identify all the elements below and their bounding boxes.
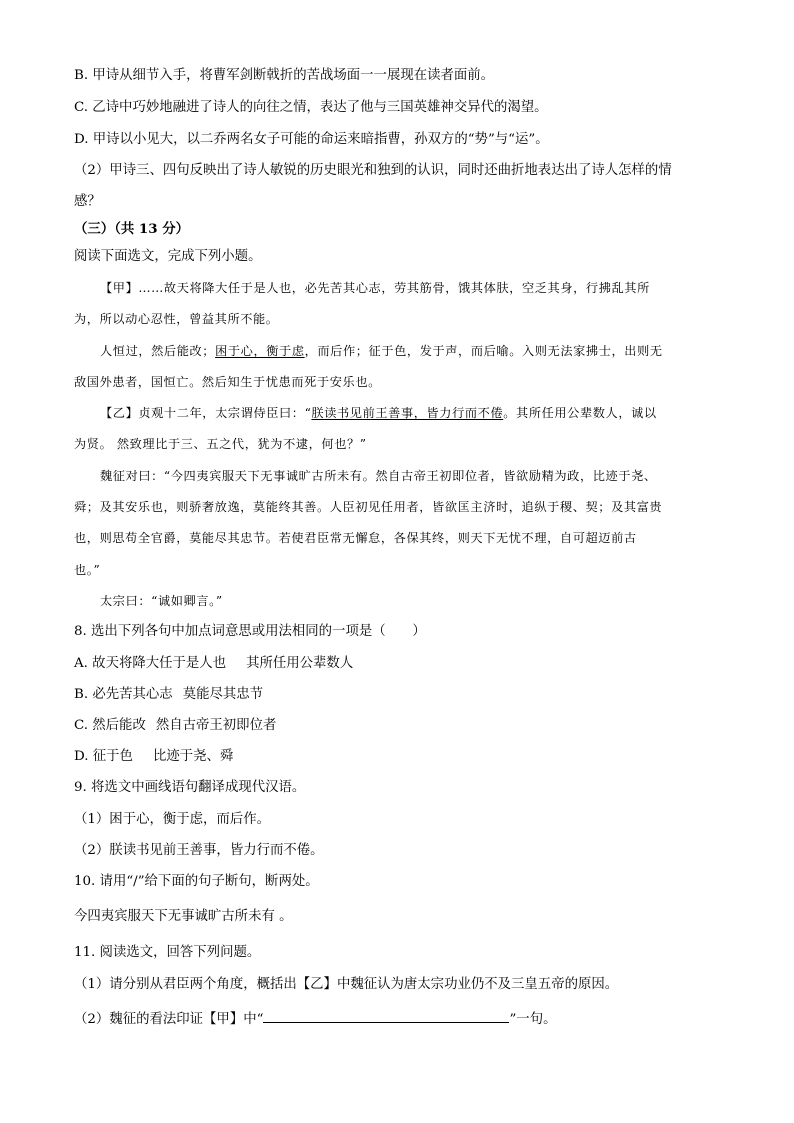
q8-option-d-left: D. 征于色 — [74, 749, 133, 764]
q7-option-b: B. 甲诗从细节入手，将曹军剑断戟折的苦战场面一一展现在读者面前。 — [74, 68, 495, 83]
q8-option-c-left: C. 然后能改 — [74, 718, 146, 733]
q8-option-b-right: 莫能尽其忠节 — [182, 687, 264, 702]
passage-text: 人恒过，然后能改； — [100, 344, 216, 358]
passage-yi-p2-line1: 魏征对曰：“今四夷宾服天下无事诚旷古所未有。然自古帝王初即位者，皆欲励精为政，比迹于尧、 — [100, 469, 657, 483]
q11-sub1: （1）请分别从君臣两个角度，概括出【乙】中魏征认为唐太宗功业仍不及三皇五帝的原因。 — [74, 977, 619, 992]
section-heading: （三）（共 13 分） — [74, 221, 189, 237]
q9-stem: 9. 将选文中画线语句翻译成现代汉语。 — [74, 780, 306, 795]
section-instruction: 阅读下面选文，完成下列小题。 — [74, 249, 262, 264]
passage-yi-p2-line4: 也。” — [74, 563, 101, 577]
q8-stem: 8. 选出下列各句中加点词意思或用法相同的一项是（ ） — [74, 624, 426, 639]
q7-option-c: C. 乙诗中巧妙地融进了诗人的向往之情，表达了他与三国英雄神交异代的渴望。 — [74, 100, 548, 115]
q8-option-d-right: 比迹于尧、舜 — [152, 749, 234, 764]
passage-yi-p1-line2: 为贤。 然致理比于三、五之代，犹为不逮，何也？” — [74, 437, 367, 451]
answer-blank[interactable] — [263, 1009, 509, 1023]
q7-option-d: D. 甲诗以小见大，以二乔两名女子可能的命运来暗指曹，孙双方的“势”与“运”。 — [74, 132, 549, 147]
q8-option-a-right: 其所任用公辈数人 — [246, 656, 354, 671]
passage-text: 。其所任用公辈数人，诚以 — [503, 406, 657, 420]
q11-stem: 11. 阅读选文，回答下列问题。 — [74, 945, 261, 960]
q9-sub2: （2）朕读书见前王善事，皆力行而不倦。 — [74, 843, 324, 858]
q11-sub2-suffix: ”一句。 — [509, 1012, 557, 1027]
q8-option-a-left: A. 故天将降大任于是人也 — [74, 656, 227, 671]
underlined-sentence-2: 朕读书见前王善事，皆力行而不倦 — [311, 406, 504, 420]
q9-sub1: （1）困于心，衡于虑，而后作。 — [74, 812, 270, 827]
q7-sub2-line2: 感？ — [74, 194, 101, 209]
passage-yi-p1-line1 — [100, 404, 657, 422]
passage-jia-p1-line1: 【甲】……故天将降大任于是人也，必先苦其心志，劳其筋骨，饿其体肤，空乏其身，行拂乱其所 — [100, 281, 650, 295]
passage-jia-p2-line2: 敌国外患者，国恒亡。然后知生于忧患而死于安乐也。 — [74, 375, 381, 389]
q8-option-b-left: B. 必先苦其心志 — [74, 687, 173, 702]
q8-option-a — [74, 655, 353, 673]
q10-stem: 10. 请用“/”给下面的句子断句，断两处。 — [74, 874, 319, 889]
passage-text: 【乙】贞观十二年，太宗谓侍臣曰：“ — [100, 406, 312, 420]
passage-jia-p1-line2: 为，所以动心忍性，曾益其所不能。 — [74, 312, 279, 326]
q8-option-c — [74, 717, 276, 735]
passage-yi-p2-line2: 舜；及其安乐也，则骄奢放逸，莫能终其善。人臣初见任用者，皆欲匡主济时，追纵于稷、契；及其富贵 — [74, 500, 663, 514]
q8-option-c-right: 然自古帝王初即位者 — [155, 718, 277, 733]
q11-sub2-prefix: （2）魏征的看法印证【甲】中“ — [74, 1012, 264, 1027]
q10-sentence: 今四夷宾服天下无事诚旷古所未有 。 — [74, 909, 293, 924]
q11-sub2 — [74, 1009, 556, 1029]
q8-option-d — [74, 748, 233, 766]
underlined-sentence-1: 困于心，衡于虑 — [215, 344, 305, 358]
passage-text: ，而后作；征于色，发于声，而后喻。入则无法家拂士，出则无 — [304, 344, 663, 358]
passage-jia-p2-line1 — [100, 342, 663, 360]
q8-option-b — [74, 686, 263, 704]
passage-yi-p3: 太宗曰：“诚如卿言。” — [100, 594, 223, 608]
passage-yi-p2-line3: 也，则思苟全官爵，莫能尽其忠节。若使君臣常无懈怠，各保其终，则天下无忧不理，自可超迈前古 — [74, 531, 637, 545]
q7-sub2-line1: （2）甲诗三、四句反映出了诗人敏锐的历史眼光和独到的认识，同时还曲折地表达出了诗人怎样的情 — [74, 163, 672, 178]
